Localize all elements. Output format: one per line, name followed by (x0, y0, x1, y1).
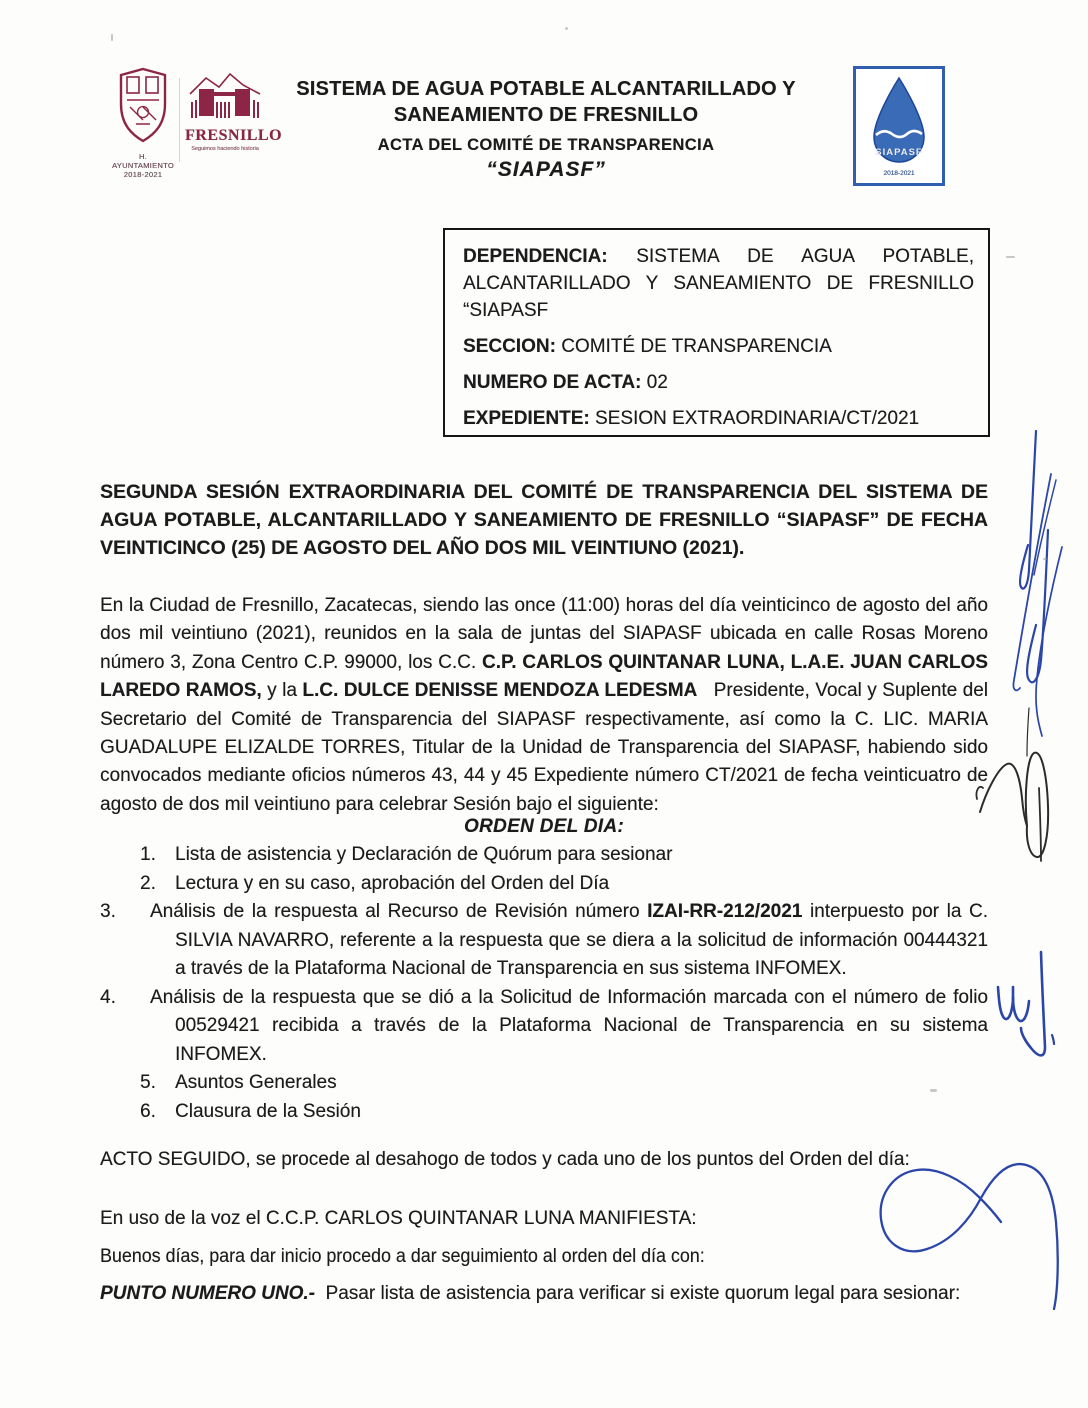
info-row-numero-acta (463, 369, 974, 396)
scan-speck (1006, 256, 1015, 258)
scan-speck (111, 34, 113, 41)
info-label: DEPENDENCIA: (463, 246, 608, 267)
crest-caption: H. AYUNTAMIENTO (112, 152, 174, 170)
item-text: Asuntos Generales (175, 1072, 337, 1093)
scan-speck (930, 1089, 937, 1092)
item-text: Análisis de la respuesta que se dió a la Solicitud de Información marcada con el número de folio 00529421 recibida a través de la Plataforma Nacional de Transparencia en su sistema INFOMEX. (150, 986, 988, 1065)
fresnillo-logo-tagline: Seguimos haciendo historia (191, 146, 259, 152)
fresnillo-logo-wordmark: FRESNILLO (185, 127, 282, 144)
item-number: 2. (140, 872, 156, 894)
info-row-seccion (463, 333, 974, 360)
buenos-dias-paragraph: Buenos días, para dar inicio procedo a dar seguimiento al orden del día con: (100, 1246, 705, 1267)
siapasf-logo (853, 66, 945, 186)
fresnillo-building-icon (186, 72, 264, 124)
info-row-expediente (463, 405, 974, 432)
siapasf-logo-years: 2018-2021 (883, 170, 915, 177)
info-label: NUMERO DE ACTA: (463, 372, 642, 393)
orden-item-1 (100, 841, 988, 870)
case-info-box (443, 228, 990, 437)
orden-item-3: 3. Análisis de la respuesta al Recurso de Revisión número IZAI-RR-212/2021 interpuesto por la C. SILVIA NAVARRO, referente a la respuesta que se diera a la solicitud de información 00444321 a través de la Plataforma Nacional de Transparencia en sus sistema INFOMEX. (100, 901, 988, 979)
ayuntamiento-crest-logo (112, 66, 174, 179)
fresnillo-logo (185, 72, 282, 152)
intro-paragraph: En la Ciudad de Fresnillo, Zacatecas, siendo las once (11:00) horas del día veinticinco de agosto del año dos mil veintiuno (2021), reunidos en la sala de juntas del SIAPASF ubicada en calle Rosas Moreno número 3, Zona Centro C.P. 99000, los C.C. C.P. CARLOS QUINTANAR LUNA, L.A.E. JUAN CARLOS LAREDO RAMOS, y la L.C. DULCE DENISSE MENDOZA LEDESMA Presidente, Vocal y Suplente del Secretario del Comité de Transparencia del SIAPASF respectivamente, así como la C. LIC. MARIA GUADALUPE ELIZALDE TORRES, Titular de la Unidad de Transparencia del SIAPASF, habiendo sido convocados mediante oficios números 43, 44 y 45 Expediente número CT/2021 de fecha veinticuatro de agosto de dos mil veintiuno para celebrar Sesión bajo el siguiente: (100, 595, 989, 815)
org-short-name: “SIAPASF” (486, 158, 606, 181)
crest-caption-years: 2018-2021 (123, 170, 163, 179)
item-number: 5. (140, 1072, 156, 1093)
signature-mark-middle-right-icon (998, 952, 1054, 1055)
acto-seguido-paragraph: ACTO SEGUIDO, se procede al desahogo de todos y cada uno de los puntos del Orden del día: (100, 1149, 910, 1170)
item-text: Lectura y en su caso, aprobación del Orden del Día (175, 872, 610, 894)
info-value: 02 (646, 372, 668, 393)
info-value: SISTEMA DE AGUA POTABLE, ALCANTARILLADO Y SANEAMIENTO DE FRESNILLO “SIAPASF (463, 246, 974, 321)
logo-divider (179, 78, 180, 162)
item-text: Clausura de la Sesión (175, 1100, 361, 1122)
orden-del-dia-title: ORDEN DEL DIA: (463, 816, 625, 837)
water-drop-icon (858, 71, 940, 181)
info-value: SESION EXTRAORDINARIA/CT/2021 (594, 408, 920, 429)
org-name-line2: SANEAMIENTO DE FRESNILLO (393, 104, 699, 126)
signature-strokes-top-right-icon (1013, 431, 1062, 736)
info-label: SECCION: (463, 336, 556, 357)
info-value: COMITÉ DE TRANSPARENCIA (561, 336, 832, 357)
crest-shield-icon (114, 66, 172, 144)
item-number: 6. (140, 1100, 156, 1122)
info-row-dependencia (463, 243, 974, 324)
item-text: Lista de asistencia y Declaración de Quórum para sesionar (175, 844, 673, 865)
orden-item-2 (100, 870, 988, 899)
session-heading: SEGUNDA SESIÓN EXTRAORDINARIA DEL COMITÉ DE TRANSPARENCIA DEL SISTEMA DE AGUA POTABLE, ALCANTARILLADO Y SANEAMIENTO DE FRESNILLO “SIAPASF” DE FECHA VEINTICINCO (25) DE AGOSTO DEL AÑO DOS MIL VEINTIUNO (2021). (100, 481, 988, 559)
info-label: EXPEDIENTE: (463, 408, 590, 429)
document-type-title: ACTA DEL COMITÉ DE TRANSPARENCIA (377, 136, 715, 154)
item-number: 1. (140, 844, 156, 865)
orden-item-4: 4. Análisis de la respuesta que se dió a la Solicitud de Información marcada con el número de folio 00529421 recibida a través de la Plataforma Nacional de Transparencia en su sistema INFOMEX. (100, 986, 988, 1065)
punto-uno-paragraph: PUNTO NUMERO UNO.- Pasar lista de asistencia para verificar si existe quorum legal para sesionar: (100, 1283, 961, 1304)
item-text: Análisis de la respuesta al Recurso de Revisión número IZAI-RR-212/2021 interpuesto por la C. SILVIA NAVARRO, referente a la respuesta que se diera a la solicitud de información 00444321 a través de la Plataforma Nacional de Transparencia en sus sistema INFOMEX. (150, 901, 988, 979)
scan-speck (1043, 558, 1047, 560)
orden-item-6 (100, 1098, 988, 1127)
siapasf-logo-wordmark: SIAPASF (875, 147, 923, 158)
orden-item-5 (100, 1069, 988, 1098)
orden-del-dia-list (100, 841, 988, 1126)
voz-paragraph: En uso de la voz el C.C.P. CARLOS QUINTANAR LUNA MANIFIESTA: (100, 1208, 697, 1229)
document-title-block (282, 76, 810, 182)
scan-speck (565, 27, 568, 30)
org-name-line1: SISTEMA DE AGUA POTABLE ALCANTARILLADO Y (296, 78, 796, 100)
